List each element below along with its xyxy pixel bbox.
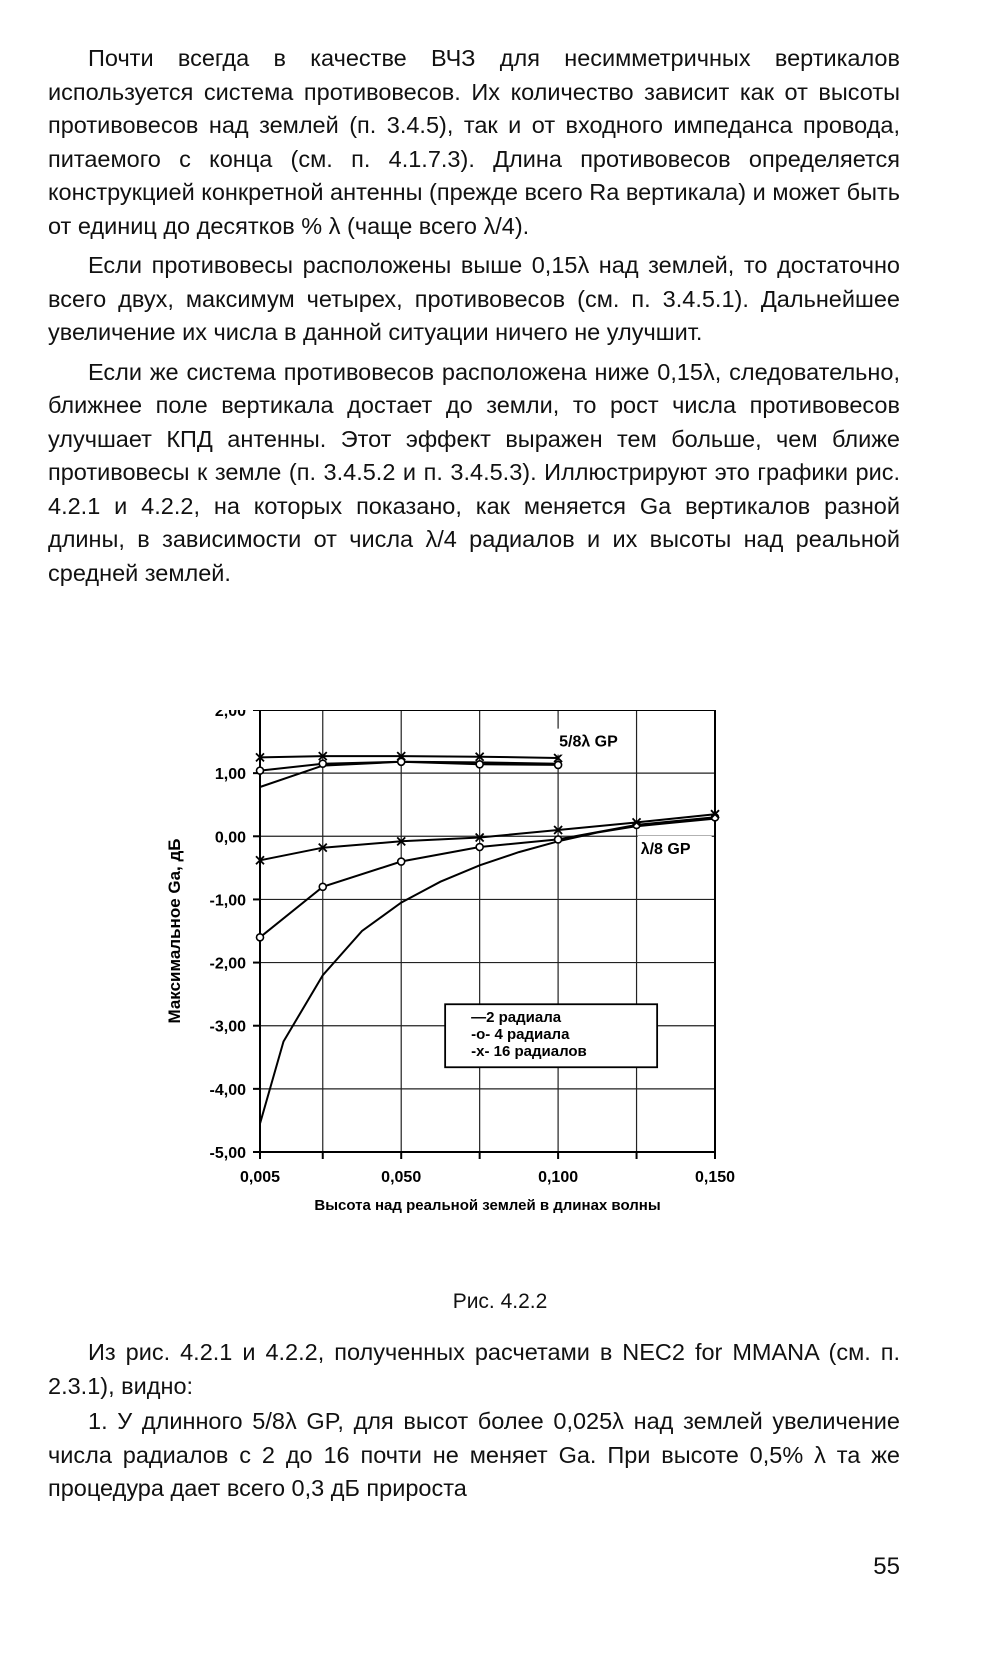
figure-caption: Рис. 4.2.2 [452, 1290, 548, 1313]
legend-entry: -x- 16 радиалов [471, 1043, 587, 1061]
y-axis-title: Максимальное Ga, дБ [165, 838, 184, 1024]
body-text-top [48, 42, 900, 590]
data-point-circle [555, 836, 562, 843]
plot-frame [260, 710, 715, 1152]
x-tick-label: 0,050 [381, 1169, 422, 1186]
figure-chart [150, 710, 800, 1270]
paragraph-conclusion-1: 1. У длинного 5/8λ GP, для высот более 0,025λ над землей увеличение числа радиалов с 2 до 16 почти не меняет Ga. При высоте 0,5% λ та же процедура дает всего 0,3 дБ прироста [48, 1408, 900, 1501]
gain-vs-height-chart [150, 710, 800, 1270]
y-tick-label: -4,00 [209, 1081, 246, 1099]
y-tick-label: -1,00 [209, 892, 246, 910]
x-tick-label: 0,005 [239, 1169, 281, 1186]
paragraph-counterpoise-intro: Почти всегда в качестве ВЧЗ для несимметричных вертикалов используется система противовесов. Их количество зависит как от высоты противовесов над землей (п. 3.4.5), так и от входного импеданса провода, питаемого с конца (см. п. 4.1.7.3). Длина противовесов определяется конструкцией конкретной антенны (прежде всего Ra вертикала) и может быть от единиц до десятков % λ (чаще всего λ/4). [48, 45, 900, 239]
data-point-circle [476, 844, 483, 851]
y-tick-label: 0,00 [214, 829, 246, 847]
paragraph-below-015: Если же система противовесов расположена ниже 0,15λ, следовательно, ближнее поле вертикала достает до земли, то рост числа противовесов улучшает КПД антенны. Этот эффект выражен тем больше, чем ближе противовесы к земле (п. 3.4.5.2 и п. 3.4.5.3). Иллюстрируют это графики рис. 4.2.1 и 4.2.2, на которых показано, как меняется Ga вертикалов разной длины, в зависимости от числа λ/4 радиалов и их высоты над реальной средней землей. [48, 358, 900, 586]
series-line [260, 819, 715, 1124]
series-line [260, 817, 715, 937]
data-point-circle [398, 858, 405, 865]
annotation-1-8-gp: λ/8 GP [640, 840, 691, 858]
y-tick-label: -3,00 [209, 1018, 246, 1036]
series-line [260, 756, 558, 758]
y-tick-label: 2,00 [214, 710, 246, 720]
x-axis-title: Высота над реальной землей в длинах волны [314, 1197, 661, 1214]
data-point-circle [257, 934, 264, 941]
x-tick-label: 0,100 [538, 1169, 579, 1186]
data-point-circle [319, 883, 326, 890]
x-tick-label: 0,150 [694, 1169, 736, 1186]
y-tick-label: 1,00 [214, 766, 246, 784]
y-tick-label: -2,00 [209, 955, 246, 973]
data-point-circle [257, 767, 264, 774]
data-point-circle [319, 760, 326, 767]
paragraph-conclusions-intro: Из рис. 4.2.1 и 4.2.2, полученных расчетами в NEC2 for MMANA (см. п. 2.3.1), видно: [48, 1339, 900, 1399]
page-number: 55 [873, 1553, 900, 1580]
legend-entry: —2 радиала [471, 1009, 562, 1027]
y-tick-label: -5,00 [209, 1145, 246, 1162]
annotation-5-8-gp: 5/8λ GP [559, 733, 618, 751]
data-point-circle [555, 761, 562, 768]
data-point-circle [476, 761, 483, 768]
legend-entry: -o- 4 радиала [471, 1026, 570, 1044]
paragraph-above-015: Если противовесы расположены выше 0,15λ над землей, то достаточно всего двух, максимум четырех, противовесов (см. п. 3.4.5.1). Дальнейшее увеличение их числа в данной ситуации ничего не улучшит. [48, 252, 900, 345]
body-text-bottom [48, 1336, 900, 1506]
